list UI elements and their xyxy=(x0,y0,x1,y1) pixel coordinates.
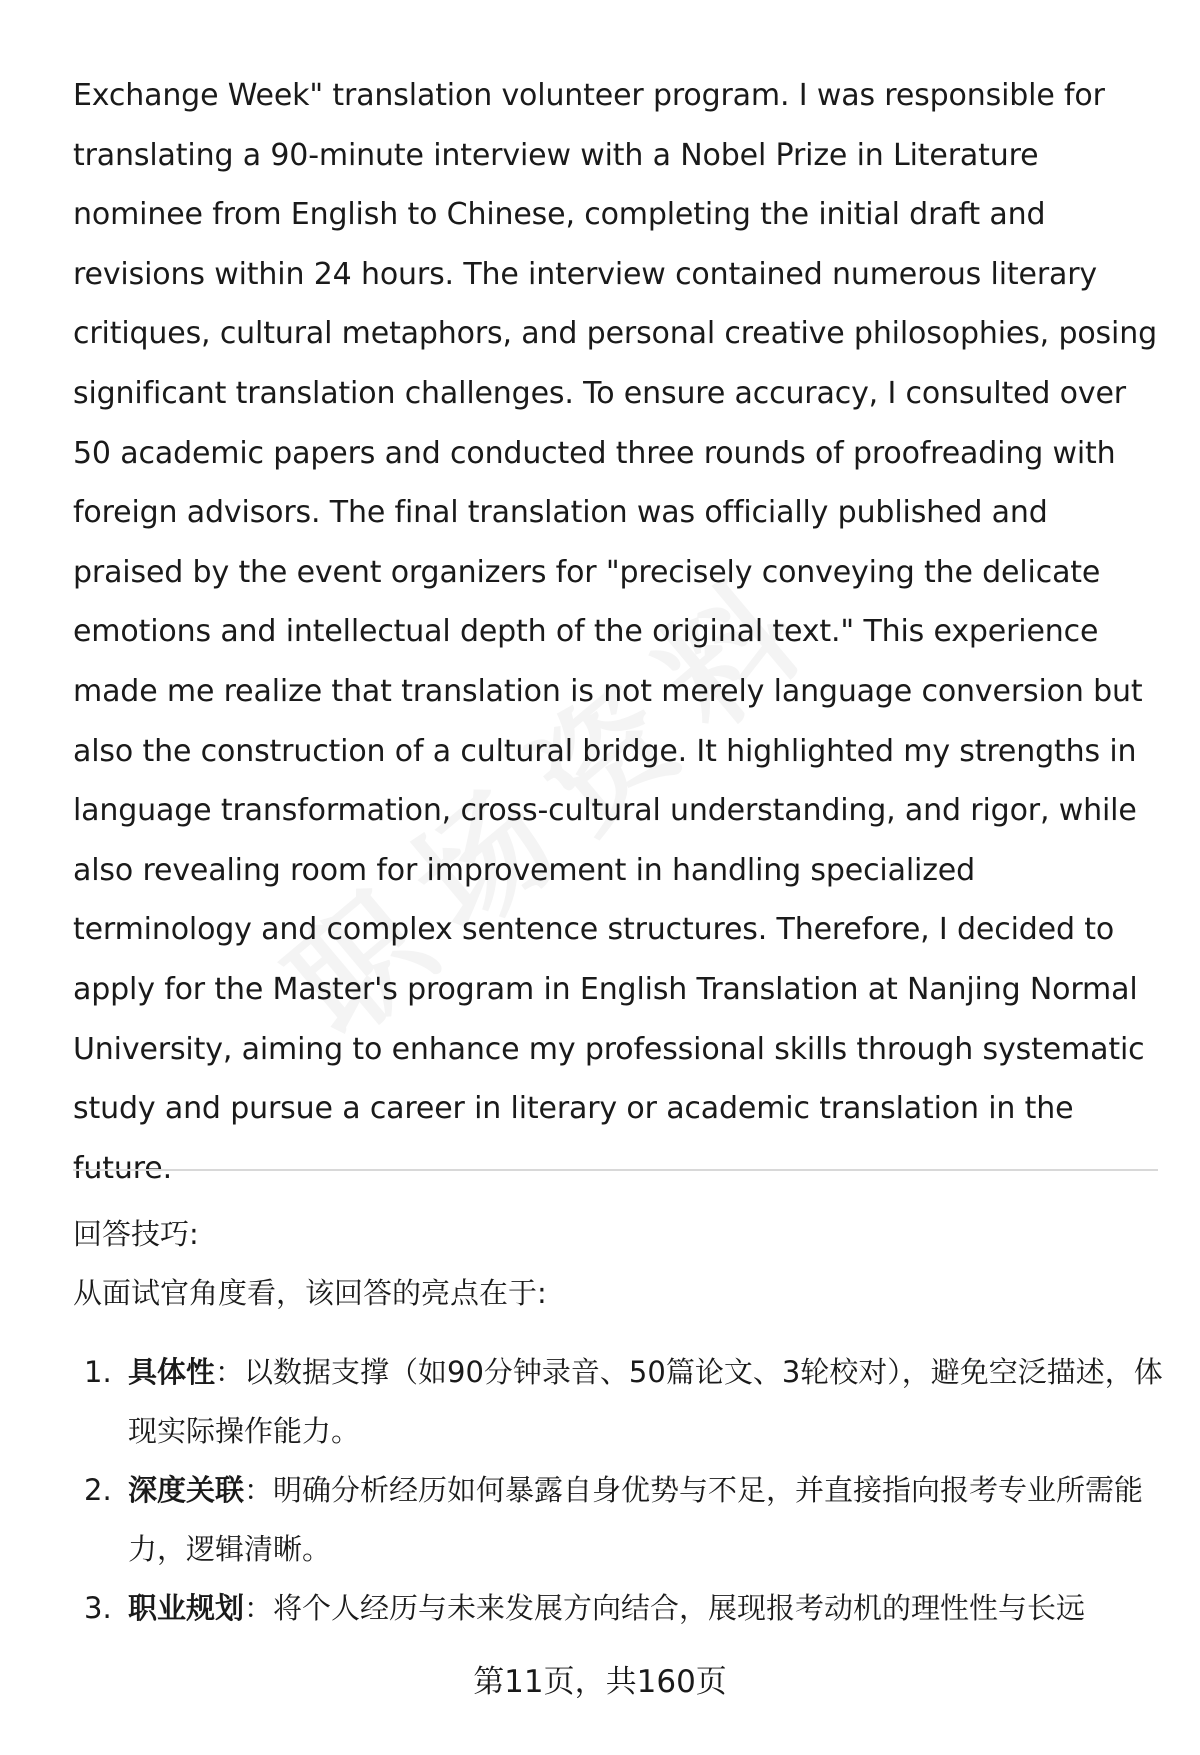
section-divider xyxy=(73,1169,1158,1171)
tips-list xyxy=(73,1343,1163,1638)
answer-tips-section xyxy=(73,1205,1163,1638)
tips-intro: 从面试官角度看，该回答的亮点在于: xyxy=(73,1276,547,1310)
list-item xyxy=(73,1461,1163,1579)
list-item-number: 3. xyxy=(84,1591,112,1625)
list-item-term: 深度关联 xyxy=(128,1473,245,1507)
tips-heading: 回答技巧: xyxy=(73,1217,199,1251)
list-item-term: 职业规划 xyxy=(128,1591,245,1625)
list-item-text: ：以数据支撑（如90分钟录音、50篇论文、3轮校对），避免空泛描述，体现实际操作能力。 xyxy=(128,1355,1163,1448)
document-body xyxy=(73,66,1158,1198)
list-item-number: 1. xyxy=(84,1355,112,1389)
list-item-text: ：明确分析经历如何暴露自身优势与不足，并直接指向报考专业所需能力，逻辑清晰。 xyxy=(128,1473,1144,1566)
page-number: 第11页，共160页 xyxy=(473,1664,727,1700)
list-item-term: 具体性 xyxy=(128,1355,216,1389)
list-item xyxy=(73,1343,1163,1461)
answer-paragraph: Exchange Week" translation volunteer program. I was responsible for translating a 90-minute interview with a Nobel Prize in Literature nominee from English to Chinese, completing the initial draft and revisions within 24 hours. The interview contained numerous literary critiques, cultural metaphors, and personal creative philosophies, posing significant translation challenges. To ensure accuracy, I consulted over 50 academic papers and conducted three rounds of proofreading with foreign advisors. The final translation was officially published and praised by the event organizers for "precisely conveying the delicate emotions and intellectual depth of the original text." This experience made me realize that translation is not merely language conversion but also the construction of a cultural bridge. It highlighted my strengths in language transformation, cross-cultural understanding, and rigor, while also revealing room for improvement in handling specialized terminology and complex sentence structures. Therefore, I decided to apply for the Master's program in English Translation at Nanjing Normal University, aiming to enhance my professional skills through systematic study and pursue a career in literary or academic translation in the future. xyxy=(73,78,1157,1186)
list-item-text: ：将个人经历与未来发展方向结合，展现报考动机的理性性与长远 xyxy=(244,1591,1086,1625)
list-item-number: 2. xyxy=(84,1473,112,1507)
list-item xyxy=(73,1579,1163,1638)
